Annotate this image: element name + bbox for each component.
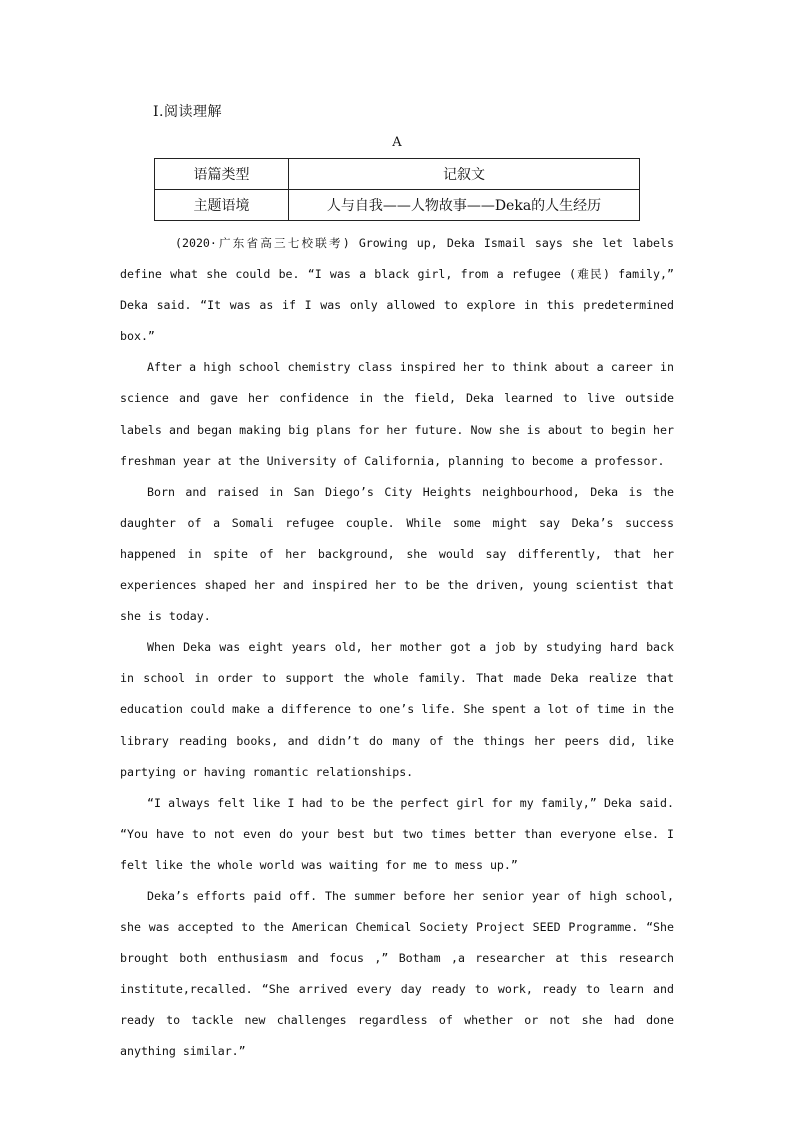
paragraph: After a high school chemistry class inspired her to think about a career in science and gave her confidence in the field, Deka learned to live outside labels and began making big plans for her future. Now she is about to begin her freshman year at the University of California, planning to become a professor. — [120, 360, 674, 468]
paragraph: Born and raised in San Diego’s City Heights neighbourhood, Deka is the daughter of a Somali refugee couple. While some might say Deka’s success happened in spite of her background, she would say differently, that her experiences shaped her and inspired her to be the driven, young scientist that she is today. — [120, 484, 674, 624]
paragraph: “I always felt like I had to be the perfect girl for my family,” Deka said. “You have to not even do your best but two times better than everyone else. I felt like the whole world was waiting for me to mess up.” — [120, 795, 674, 872]
paragraph: (2020·广东省高三七校联考) Growing up, Deka Ismail says she let labels define what she could be. “I was a black girl, from a refugee (难民) family,” Deka said. “It was as if I was only allowed to explore in this predetermined box.” — [120, 236, 674, 344]
passage-body — [120, 228, 674, 1068]
paragraph: Deka’s efforts paid off. The summer before her senior year of high school, she was accepted to the American Chemical Society Project SEED Programme. “She brought both enthusiasm and focus ,” Botham ,a researcher at this research institute,recalled. “She arrived every day ready to work, ready to learn and ready to tackle new challenges regardless of whether or not she had done anything similar.” — [120, 888, 674, 1059]
table-row — [155, 190, 640, 221]
paragraph: When Deka was eight years old, her mother got a job by studying hard back in school in order to support the whole family. That made Deka realize that education could make a difference to one’s life. She spent a lot of time in the library reading books, and didn’t do many of the things her peers did, like partying or having romantic relationships. — [120, 640, 674, 779]
table-cell-value: 记叙文 — [289, 159, 640, 190]
section-title: Ⅰ.阅读理解 — [153, 104, 222, 120]
table-cell-value: 人与自我——人物故事——Deka的人生经历 — [289, 190, 640, 221]
table-cell-key: 语篇类型 — [155, 159, 289, 190]
info-table — [154, 158, 640, 221]
table-cell-key: 主题语境 — [155, 190, 289, 221]
table-row — [155, 159, 640, 190]
passage-label: A — [392, 135, 402, 150]
